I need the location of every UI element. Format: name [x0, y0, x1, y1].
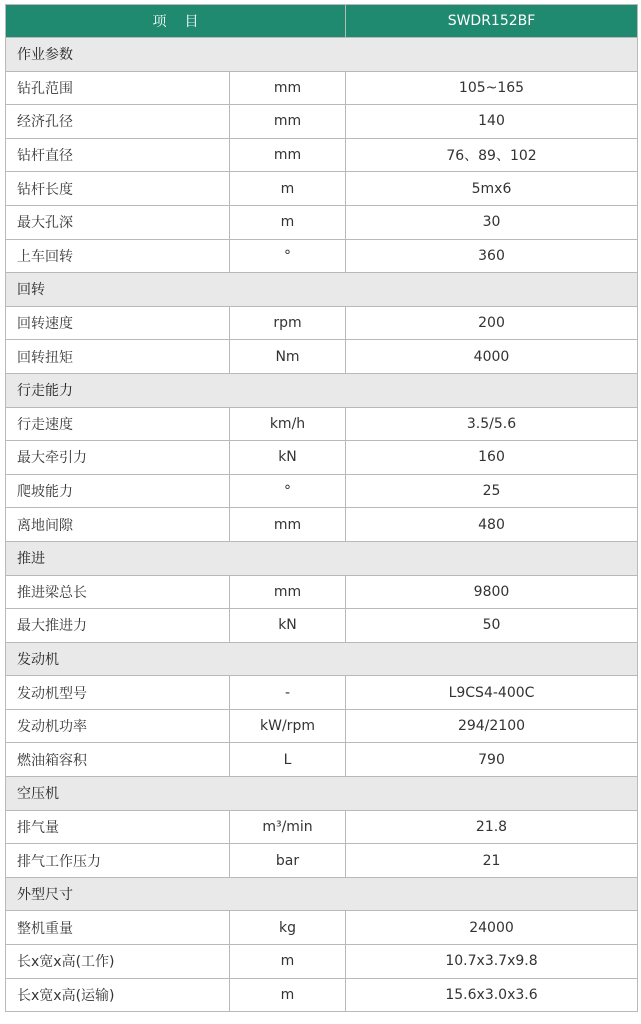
section-title: 行走能力	[6, 373, 638, 407]
param-unit: mm	[230, 105, 346, 139]
param-name: 钻杆直径	[6, 138, 230, 172]
table-row	[6, 810, 638, 844]
param-name: 上车回转	[6, 239, 230, 273]
section-title: 回转	[6, 273, 638, 307]
param-name: 钻孔范围	[6, 71, 230, 105]
table-row	[6, 441, 638, 475]
table-row	[6, 508, 638, 542]
table-row	[6, 743, 638, 777]
section-row	[6, 541, 638, 575]
table-row	[6, 138, 638, 172]
param-value: 30	[346, 205, 638, 239]
param-name: 经济孔径	[6, 105, 230, 139]
spec-table	[5, 4, 638, 1012]
param-name: 整机重量	[6, 911, 230, 945]
param-unit: bar	[230, 844, 346, 878]
param-value: 3.5/5.6	[346, 407, 638, 441]
param-value: 360	[346, 239, 638, 273]
param-name: 行走速度	[6, 407, 230, 441]
table-row	[6, 306, 638, 340]
table-row	[6, 340, 638, 374]
header-item: 项目	[6, 5, 346, 38]
param-value: 25	[346, 474, 638, 508]
param-value: 9800	[346, 575, 638, 609]
section-title: 外型尺寸	[6, 877, 638, 911]
header-model: SWDR152BF	[346, 5, 638, 38]
param-value: 50	[346, 609, 638, 643]
section-row	[6, 373, 638, 407]
table-row	[6, 205, 638, 239]
table-row	[6, 407, 638, 441]
param-value: 790	[346, 743, 638, 777]
header-row	[6, 5, 638, 38]
table-row	[6, 609, 638, 643]
param-value: 24000	[346, 911, 638, 945]
param-value: 76、89、102	[346, 138, 638, 172]
param-unit: Nm	[230, 340, 346, 374]
table-row	[6, 105, 638, 139]
param-unit: m	[230, 172, 346, 206]
param-value: 294/2100	[346, 709, 638, 743]
table-row	[6, 911, 638, 945]
param-value: 4000	[346, 340, 638, 374]
param-value: 21.8	[346, 810, 638, 844]
param-value: 160	[346, 441, 638, 475]
table-row	[6, 172, 638, 206]
param-unit: m	[230, 978, 346, 1012]
param-name: 回转扭矩	[6, 340, 230, 374]
spec-body	[6, 38, 638, 1012]
section-row	[6, 38, 638, 72]
param-value: 105~165	[346, 71, 638, 105]
param-value: 480	[346, 508, 638, 542]
table-row	[6, 71, 638, 105]
section-title: 推进	[6, 541, 638, 575]
section-title: 空压机	[6, 777, 638, 811]
table-row	[6, 709, 638, 743]
param-unit: mm	[230, 575, 346, 609]
param-name: 最大孔深	[6, 205, 230, 239]
param-name: 长x宽x高(工作)	[6, 945, 230, 979]
param-unit: m	[230, 205, 346, 239]
table-row	[6, 945, 638, 979]
param-name: 离地间隙	[6, 508, 230, 542]
section-title: 作业参数	[6, 38, 638, 72]
param-unit: °	[230, 239, 346, 273]
param-value: 10.7x3.7x9.8	[346, 945, 638, 979]
section-row	[6, 642, 638, 676]
param-name: 发动机功率	[6, 709, 230, 743]
param-name: 最大牵引力	[6, 441, 230, 475]
param-name: 最大推进力	[6, 609, 230, 643]
param-unit: mm	[230, 138, 346, 172]
param-name: 排气工作压力	[6, 844, 230, 878]
table-row	[6, 978, 638, 1012]
param-unit: mm	[230, 71, 346, 105]
param-unit: kg	[230, 911, 346, 945]
param-unit: kN	[230, 441, 346, 475]
param-value: 21	[346, 844, 638, 878]
table-row	[6, 575, 638, 609]
param-value: 15.6x3.0x3.6	[346, 978, 638, 1012]
param-name: 爬坡能力	[6, 474, 230, 508]
param-value: L9CS4-400C	[346, 676, 638, 710]
section-row	[6, 273, 638, 307]
param-name: 发动机型号	[6, 676, 230, 710]
param-value: 140	[346, 105, 638, 139]
param-name: 长x宽x高(运输)	[6, 978, 230, 1012]
table-row	[6, 676, 638, 710]
param-unit: -	[230, 676, 346, 710]
table-row	[6, 844, 638, 878]
param-unit: m	[230, 945, 346, 979]
param-unit: kN	[230, 609, 346, 643]
param-unit: rpm	[230, 306, 346, 340]
section-row	[6, 877, 638, 911]
param-unit: °	[230, 474, 346, 508]
param-unit: km/h	[230, 407, 346, 441]
table-row	[6, 239, 638, 273]
param-name: 钻杆长度	[6, 172, 230, 206]
section-row	[6, 777, 638, 811]
param-name: 回转速度	[6, 306, 230, 340]
param-name: 推进梁总长	[6, 575, 230, 609]
param-unit: m³/min	[230, 810, 346, 844]
param-name: 燃油箱容积	[6, 743, 230, 777]
param-unit: mm	[230, 508, 346, 542]
param-unit: L	[230, 743, 346, 777]
param-value: 5mx6	[346, 172, 638, 206]
param-value: 200	[346, 306, 638, 340]
section-title: 发动机	[6, 642, 638, 676]
param-name: 排气量	[6, 810, 230, 844]
table-row	[6, 474, 638, 508]
param-unit: kW/rpm	[230, 709, 346, 743]
